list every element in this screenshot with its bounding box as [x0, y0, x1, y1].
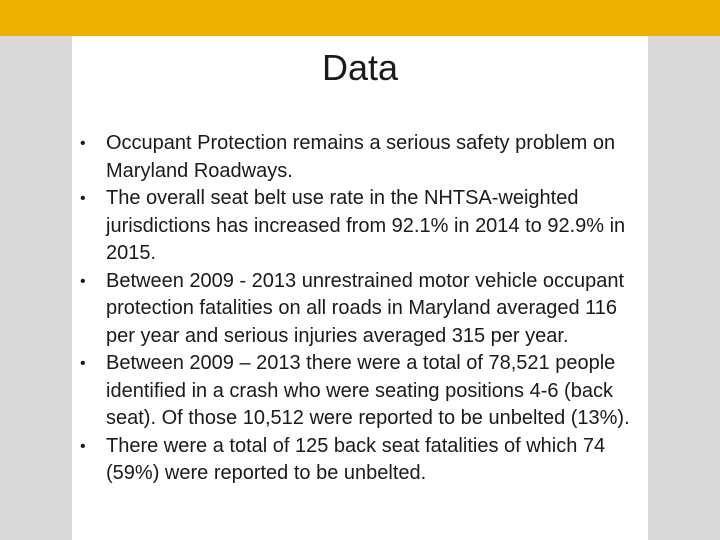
bullet-marker: •: [80, 272, 86, 290]
slide: [72, 36, 648, 540]
accent-bar: [0, 0, 720, 36]
bullet-item: [72, 433, 648, 488]
bullet-item: [72, 130, 648, 185]
bullet-text: The overall seat belt use rate in the NHTSA-weighted jurisdictions has increased from 92.1% in 2014 to 92.9% in 2015.: [106, 187, 626, 264]
bullet-marker: •: [80, 437, 86, 455]
bullet-text: Between 2009 – 2013 there were a total of 78,521 people identified in a crash who were seating positions 4-6 (back seat). Of those 10,512 were reported to be unbelted (13%).: [106, 352, 630, 429]
slide-title: Data: [321, 47, 399, 88]
bullet-marker: •: [80, 355, 86, 372]
bullet-text: Occupant Protection remains a serious safety problem on Maryland Roadways.: [106, 132, 616, 182]
bullet-text: Between 2009 - 2013 unrestrained motor vehicle occupant protection fatalities on all roads in Maryland averaged 116 per year and serious injuries averaged 315 per year.: [106, 269, 625, 347]
bullet-text: There were a total of 125 back seat fatalities of which 74 (59%) were reported to be unbelted.: [106, 434, 606, 484]
bullet-item: [72, 350, 648, 433]
bullet-item: [72, 268, 648, 351]
bullet-list: [72, 130, 648, 488]
bullet-item: [72, 185, 648, 268]
bullet-marker: •: [80, 135, 86, 152]
bullet-marker: •: [80, 190, 86, 207]
